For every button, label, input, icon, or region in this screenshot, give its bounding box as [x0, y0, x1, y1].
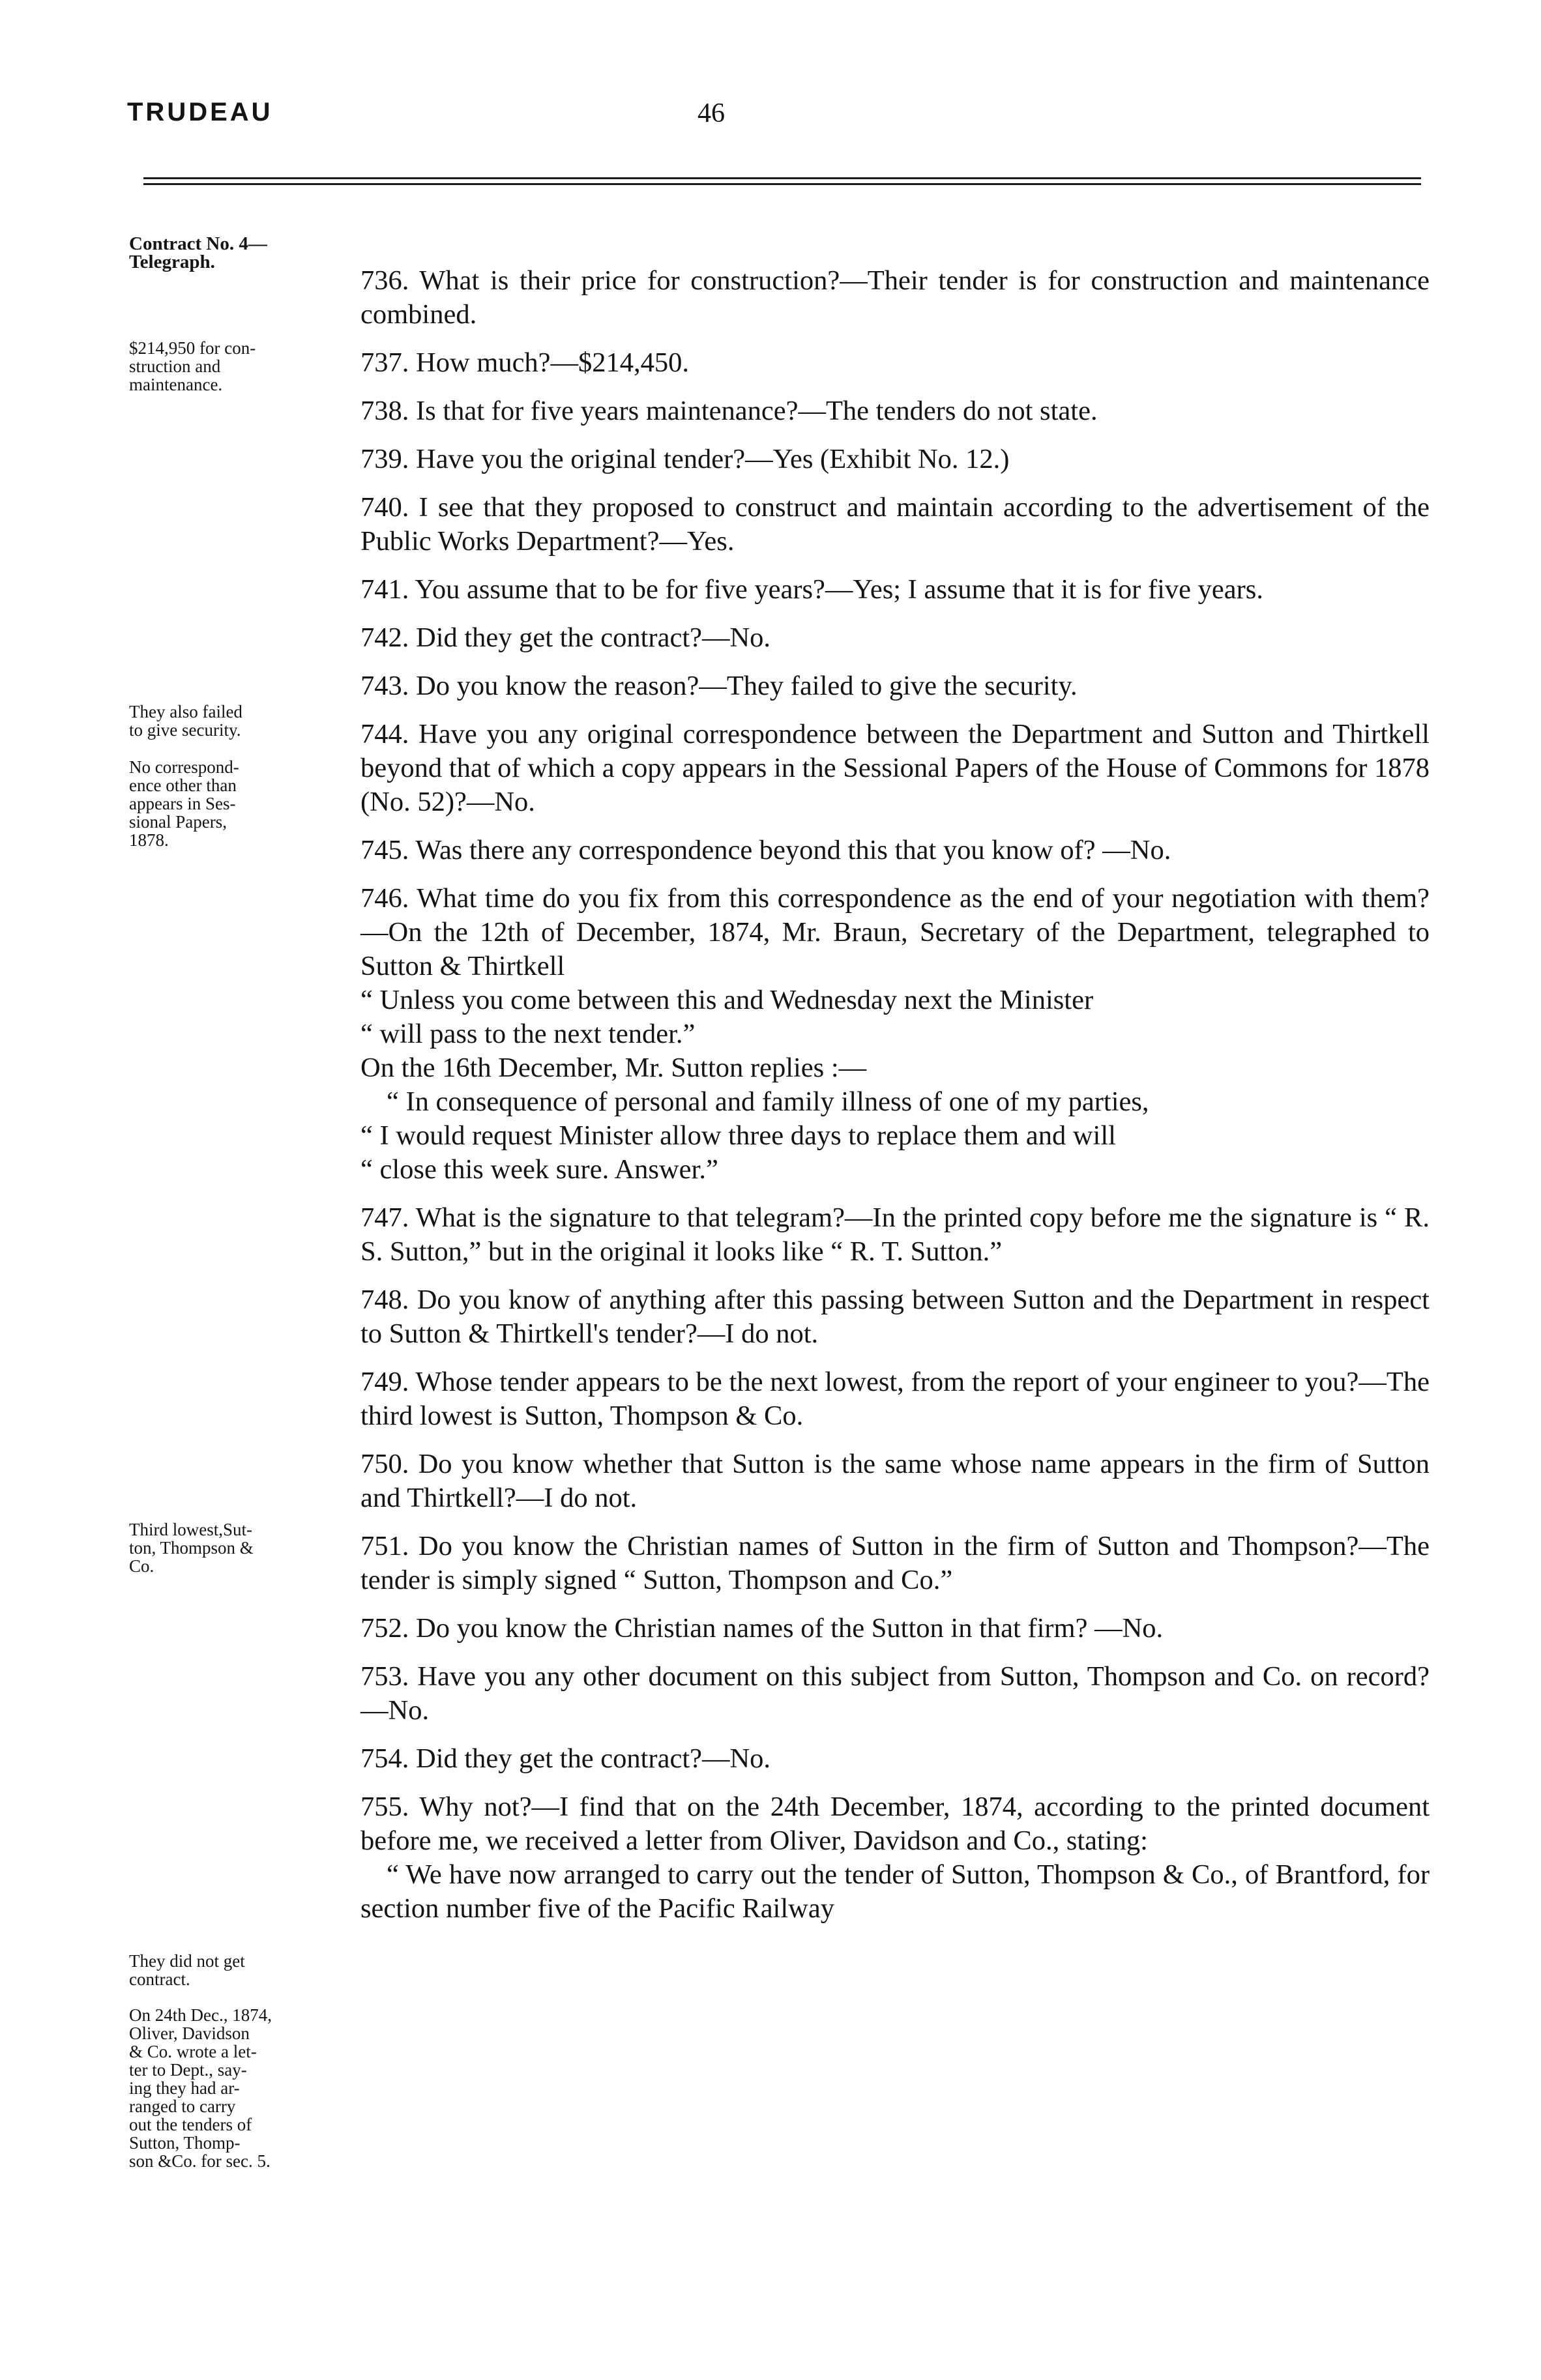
- margin-note-line: appears in Ses-: [129, 794, 236, 813]
- margin-note-line: to give security.: [129, 720, 241, 740]
- margin-note-line: ter to Dept., say-: [129, 2060, 247, 2080]
- margin-note-line: $214,950 for con-: [129, 338, 256, 358]
- paragraph: 741. You assume that to be for five years?—Yes; I assume that it is for five years.: [360, 574, 1263, 605]
- paragraph: 738. Is that for five years maintenance?—The tenders do not state.: [360, 396, 1098, 426]
- margin-note-line: Third lowest,Sut-: [129, 1520, 252, 1539]
- paragraph: 747. What is the signature to that telegram?—In the printed copy before me the signature is “ R. S. Sutton,” but in the original it looks like “ R. T. Sutton.”: [360, 1202, 1430, 1267]
- paragraph: 745. Was there any correspondence beyond this that you know of? —No.: [360, 835, 1171, 865]
- running-head: TRUDEAU: [127, 98, 273, 126]
- paragraph: 753. Have you any other document on this subject from Sutton, Thompson and Co. on record?—No.: [360, 1661, 1430, 1726]
- paragraph-746: [360, 882, 1430, 1187]
- paragraph-group: [360, 264, 1430, 867]
- paragraph: 743. Do you know the reason?—They failed to give the security.: [360, 671, 1078, 701]
- margin-note-line: ing they had ar-: [129, 2078, 240, 2098]
- paragraph-755: [360, 1790, 1430, 1926]
- margin-note-line: struction and: [129, 356, 221, 376]
- page-header: [127, 98, 1428, 137]
- margin-note: [129, 235, 370, 271]
- margin-note-line: contract.: [129, 1969, 190, 1989]
- margin-note: [129, 339, 370, 394]
- paragraph: 751. Do you know the Christian names of Sutton in the firm of Sutton and Thompson?—The tender is simply signed “ Sutton, Thompson and Co.”: [360, 1531, 1430, 1595]
- paragraph: 749. Whose tender appears to be the next lowest, from the report of your engineer to you?—The third lowest is Sutton, Thompson & Co.: [360, 1367, 1430, 1431]
- telegram-line: “ Unless you come between this and Wednesday next the Minister: [360, 985, 1094, 1015]
- paragraph: 742. Did they get the contract?—No.: [360, 622, 771, 653]
- header-rule-line: [143, 183, 1421, 185]
- telegram-line: “ In consequence of personal and family illness of one of my parties,: [387, 1086, 1149, 1117]
- page-number: 46: [697, 98, 725, 128]
- telegram-line: “ I would request Minister allow three days to replace them and will: [360, 1120, 1116, 1151]
- margin-note-line: Oliver, Davidson: [129, 2024, 250, 2043]
- margin-note: [129, 758, 370, 849]
- margin-note-line: sional Papers,: [129, 812, 227, 832]
- paragraph: 748. Do you know of anything after this passing between Sutton and the Department in respect to Sutton & Thirtkell's tender?—I do not.: [360, 1284, 1430, 1349]
- paragraph: 740. I see that they proposed to construct and maintain according to the advertisement of the Public Works Department?—Yes.: [360, 492, 1430, 557]
- reply-line: On the 16th December, Mr. Sutton replies :—: [360, 1052, 867, 1083]
- telegram-line: “ close this week sure. Answer.”: [360, 1154, 718, 1185]
- telegram-line: “ will pass to the next tender.”: [360, 1019, 696, 1049]
- margin-note-line: maintenance.: [129, 375, 223, 394]
- margin-note-line: ence other than: [129, 776, 237, 795]
- header-rule-line: [143, 177, 1421, 179]
- paragraph: 736. What is their price for construction?—Their tender is for construction and maintenance combined.: [360, 265, 1430, 330]
- paragraph: 737. How much?—$214,450.: [360, 347, 690, 378]
- margin-note: [129, 703, 370, 739]
- paragraph: 744. Have you any original correspondence between the Department and Sutton and Thirtkell beyond that of which a copy appears in the Sessional Papers of the House of Commons for 1878 (No. 52)?—No.: [360, 719, 1430, 817]
- paragraph: 752. Do you know the Christian names of the Sutton in that firm? —No.: [360, 1613, 1164, 1644]
- margin-note-line: & Co. wrote a let-: [129, 2042, 257, 2061]
- margin-note-line: Co.: [129, 1556, 154, 1576]
- paragraph-text: 755. Why not?—I find that on the 24th December, 1874, according to the printed document before me, we received a letter from Oliver, Davidson and Co., stating:: [360, 1792, 1430, 1856]
- margin-note-line: No correspond-: [129, 757, 239, 777]
- margin-note-line: They did not get: [129, 1951, 245, 1971]
- margin-note-line: Contract No. 4—: [129, 233, 267, 254]
- margin-note: [129, 2006, 370, 2170]
- paragraph: 754. Did they get the contract?—No.: [360, 1743, 771, 1774]
- paragraph-text: 746. What time do you fix from this correspondence as the end of your negotiation with them?—On the 12th of December, 1874, Mr. Braun, Secretary of the Department, telegraphed to Sutton & Thirtkell: [360, 883, 1430, 981]
- margin-note-line: On 24th Dec., 1874,: [129, 2005, 272, 2025]
- paragraph: 739. Have you the original tender?—Yes (Exhibit No. 12.): [360, 444, 1010, 474]
- margin-note-line: ranged to carry: [129, 2097, 236, 2116]
- margin-note-line: Telegraph.: [129, 252, 215, 272]
- margin-note-line: out the tenders of: [129, 2115, 252, 2134]
- margin-note-line: son &Co. for sec. 5.: [129, 2151, 271, 2171]
- paragraph-group: [360, 1201, 1430, 1776]
- margin-note: [129, 1520, 370, 1575]
- margin-note-line: They also failed: [129, 702, 242, 721]
- letter-quote: “ We have now arranged to carry out the tender of Sutton, Thompson & Co., of Brantford, for section number five of the Pacific Railway: [360, 1859, 1430, 1924]
- margin-note-line: ton, Thompson &: [129, 1538, 254, 1558]
- margin-note-line: 1878.: [129, 830, 169, 850]
- margin-note: [129, 1952, 370, 1988]
- body-text: [360, 264, 1430, 1940]
- paragraph: 750. Do you know whether that Sutton is the same whose name appears in the firm of Sutton and Thirtkell?—I do not.: [360, 1449, 1430, 1513]
- margin-note-line: Sutton, Thomp-: [129, 2133, 241, 2153]
- header-rule: [143, 177, 1421, 186]
